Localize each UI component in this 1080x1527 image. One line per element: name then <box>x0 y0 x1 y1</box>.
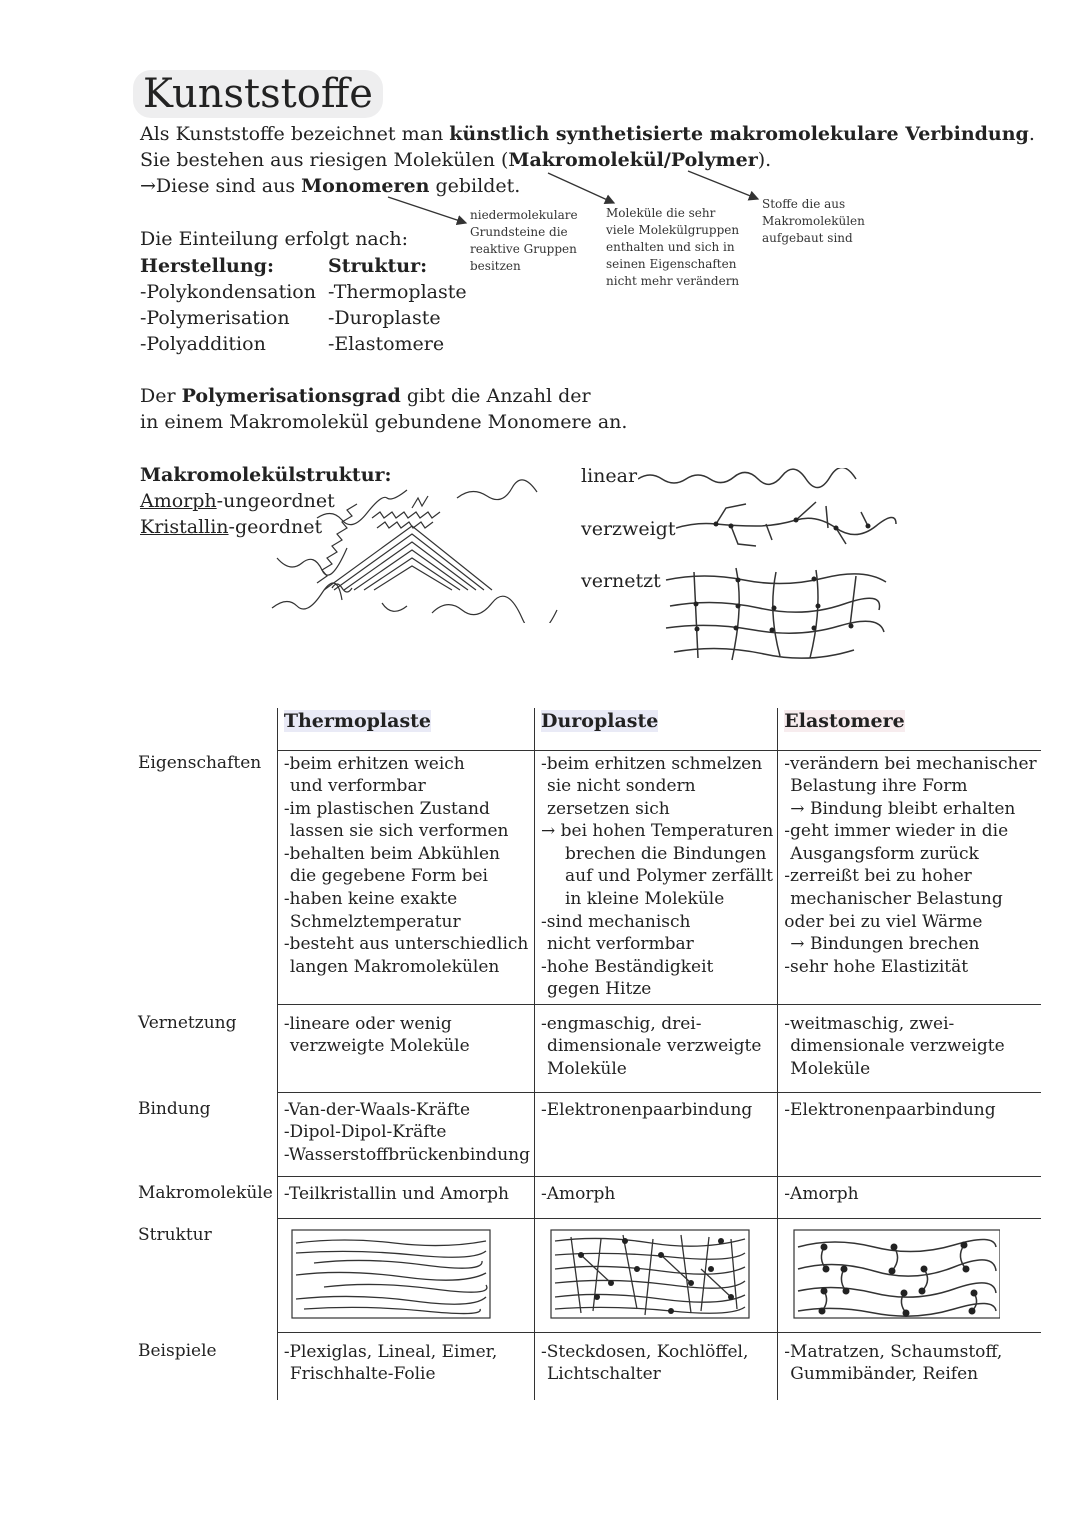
text-line: -behalten beim Abkühlen <box>283 843 500 864</box>
text-line: enthalten und sich in <box>606 240 735 254</box>
text-line: -zerreißt bei zu hoher <box>784 866 972 887</box>
text-line: -Thermoplaste <box>328 281 467 303</box>
text-line: -besteht aus unterschiedlich <box>283 934 529 955</box>
cell <box>277 1332 534 1400</box>
row-label: Makromoleküle <box>138 1183 273 1203</box>
text-line: → bei hohen Temperaturen <box>540 821 774 842</box>
cell <box>534 1004 777 1092</box>
herstellung-list <box>140 253 316 357</box>
text-line: Moleküle die sehr <box>606 206 716 220</box>
text-line: -geht immer wieder in die <box>784 821 1009 842</box>
text-line: -Teilkristallin und Amorph <box>283 1183 509 1204</box>
text-line: Frischhalte-Folie <box>289 1364 436 1385</box>
text-line: in kleine Moleküle <box>564 889 725 910</box>
branched-chain-illustration <box>676 500 898 550</box>
text-line: gibt die Anzahl der <box>400 385 591 407</box>
text-line: -Matratzen, Schaumstoff, <box>784 1341 1003 1362</box>
label-verzweigt: verzweigt <box>581 518 676 540</box>
text-line: Lichtschalter <box>546 1364 661 1385</box>
note-polymer <box>762 196 865 247</box>
text-line: Ausgangsform zurück <box>790 843 979 864</box>
text-line: sie nicht sondern <box>546 776 696 797</box>
text-line: -im plastischen Zustand <box>283 798 490 819</box>
text-line: gegen Hitze <box>546 979 652 1000</box>
text-line: Schmelztemperatur <box>289 911 461 932</box>
label-linear: linear <box>581 465 638 487</box>
text-line: besitzen <box>470 259 521 273</box>
text-line: Grundsteine die <box>470 225 568 239</box>
text-line: -Dipol-Dipol-Kräfte <box>283 1122 447 1143</box>
label-vernetzt: vernetzt <box>581 570 661 592</box>
text-line: -Van-der-Waals-Kräfte <box>283 1099 471 1120</box>
text-line: -lineare oder wenig <box>283 1013 452 1034</box>
text-line: -Duroplaste <box>328 307 441 329</box>
text-line: nicht mehr verändern <box>606 274 740 288</box>
text-line: Belastung ihre Form <box>790 776 968 797</box>
row-label: Bindung <box>138 1099 211 1119</box>
text-line: Sie bestehen aus riesigen Molekülen ( <box>140 149 509 171</box>
header-elastomere <box>778 708 1041 750</box>
table-row <box>138 1332 1041 1400</box>
text-line: brechen die Bindungen <box>564 843 767 864</box>
text-line: -sind mechanisch <box>540 911 691 932</box>
elastomer-structure-diagram <box>784 1229 1000 1321</box>
text-line: -haben keine exakte <box>283 889 458 910</box>
cell <box>277 1092 534 1176</box>
text-line: -Wasserstoffbrückenbindung <box>283 1144 530 1165</box>
text-line: -Elektronenpaarbindung <box>784 1099 996 1120</box>
text-line: . <box>1028 123 1035 145</box>
text-line: -Amorph <box>784 1183 859 1204</box>
text-line: Stoffe die aus <box>762 197 846 211</box>
cell <box>778 1176 1041 1218</box>
kunststoffe-table <box>138 708 1041 1400</box>
text-line: dimensionale verzweigte <box>790 1036 1005 1057</box>
table-row <box>138 1218 1041 1332</box>
text-line: Der <box>140 385 182 407</box>
intro-line-1 <box>140 121 1040 147</box>
duroplast-structure-diagram <box>541 1229 753 1321</box>
text-line: -Amorph <box>540 1183 616 1204</box>
text-line: Struktur: <box>328 255 428 277</box>
cell <box>277 1218 534 1332</box>
text-line: Moleküle <box>790 1058 871 1079</box>
text-line: Makromolekülstruktur: <box>140 464 392 486</box>
text-line: künstlich synthetisierte makromolekulare Verbindung <box>449 123 1029 145</box>
crosslinked-network-illustration <box>664 566 888 662</box>
text-line: auf und Polymer zerfällt <box>564 866 773 887</box>
text-line: Polymerisationsgrad <box>181 385 401 407</box>
page-title: Kunststoffe <box>133 70 383 118</box>
thermoplast-structure-diagram <box>284 1229 492 1321</box>
text-line: dimensionale verzweigte <box>546 1036 762 1057</box>
polymerisationsgrad-text <box>140 383 627 435</box>
text-line: Amorph <box>140 490 217 512</box>
cell <box>534 1332 777 1400</box>
text-line: Herstellung: <box>140 255 274 277</box>
text-line: -Polymerisation <box>140 307 290 329</box>
text-line: Monomeren <box>301 175 430 197</box>
text-line: -Plexiglas, Lineal, Eimer, <box>283 1341 498 1362</box>
text-line: Makromolekül/Polymer <box>508 149 758 171</box>
text-line: -ungeordnet <box>216 490 335 512</box>
text-line: -Steckdosen, Kochlöffel, <box>540 1341 749 1362</box>
linear-chain-illustration <box>638 468 858 490</box>
text-line: die gegebene Form bei <box>289 866 488 887</box>
text-line: → Bindung bleibt erhalten <box>790 798 1016 819</box>
text-line: Thermoplaste <box>283 710 432 732</box>
text-line: oder bei zu viel Wärme <box>784 911 983 932</box>
text-line: -sehr hohe Elastizität <box>784 956 969 977</box>
cell <box>778 750 1041 1004</box>
text-line: Elastomere <box>784 710 905 732</box>
text-line: seinen Eigenschaften <box>606 257 737 271</box>
table-row <box>138 1092 1041 1176</box>
text-line: Moleküle <box>546 1058 627 1079</box>
table-row <box>138 750 1041 1004</box>
text-line: aufgebaut sind <box>762 231 853 245</box>
text-line: in einem Makromolekül gebundene Monomere an. <box>140 411 628 433</box>
cell <box>534 1218 777 1332</box>
text-line: nicht verformbar <box>546 934 694 955</box>
einteilung-intro: Die Einteilung erfolgt nach: <box>140 228 409 250</box>
cell <box>534 1176 777 1218</box>
text-line: lassen sie sich verformen <box>289 821 509 842</box>
text-line: -weitmaschig, zwei- <box>784 1013 955 1034</box>
text-line: mechanischer Belastung <box>790 889 1003 910</box>
text-line: Makromolekülen <box>762 214 865 228</box>
cell <box>277 1004 534 1092</box>
text-line: -engmaschig, drei- <box>540 1013 702 1034</box>
cell <box>277 1176 534 1218</box>
note-monomer <box>470 207 578 275</box>
note-makromolekuel <box>606 205 739 290</box>
cell <box>778 1332 1041 1400</box>
header-thermoplaste <box>277 708 534 750</box>
text-line: -geordnet <box>228 516 323 538</box>
text-line: -beim erhitzen weich <box>283 753 465 774</box>
row-label: Struktur <box>138 1225 212 1245</box>
amorph-kristallin-illustration <box>262 478 562 623</box>
text-line: -Polyaddition <box>140 333 266 355</box>
text-line: niedermolekulare <box>470 208 578 222</box>
text-line: langen Makromolekülen <box>289 956 500 977</box>
text-line: -beim erhitzen schmelzen <box>540 753 763 774</box>
text-line: -hohe Beständigkeit <box>540 956 714 977</box>
table-row <box>138 1004 1041 1092</box>
text-line: reaktive Gruppen <box>470 242 577 256</box>
row-label: Vernetzung <box>138 1013 237 1033</box>
text-line: ). <box>757 149 772 171</box>
text-line: Kristallin <box>140 516 229 538</box>
text-line: -Elastomere <box>328 333 445 355</box>
cell <box>534 750 777 1004</box>
text-line: gebildet. <box>429 175 521 197</box>
text-line: Duroplaste <box>540 710 659 732</box>
table-header-row <box>138 708 1041 750</box>
text-line: verzweigte Moleküle <box>289 1036 470 1057</box>
text-line: viele Molekülgruppen <box>606 223 740 237</box>
text-line: und verformbar <box>289 776 426 797</box>
text-line: -verändern bei mechanischer <box>784 753 1037 774</box>
cell <box>277 750 534 1004</box>
row-label: Eigenschaften <box>138 753 262 773</box>
struktur-list <box>328 253 467 357</box>
text-line: → Bindungen brechen <box>790 934 980 955</box>
text-line: →Diese sind aus <box>140 175 302 197</box>
text-line: zersetzen sich <box>546 798 670 819</box>
cell <box>778 1218 1041 1332</box>
header-duroplaste <box>534 708 777 750</box>
text-line: -Polykondensation <box>140 281 316 303</box>
text-line: Als Kunststoffe bezeichnet man <box>140 123 450 145</box>
text-line: Gummibänder, Reifen <box>790 1364 979 1385</box>
cell <box>778 1092 1041 1176</box>
cell <box>534 1092 777 1176</box>
table-row <box>138 1176 1041 1218</box>
row-label: Beispiele <box>138 1341 217 1361</box>
cell <box>778 1004 1041 1092</box>
text-line: -Elektronenpaarbindung <box>540 1099 753 1120</box>
